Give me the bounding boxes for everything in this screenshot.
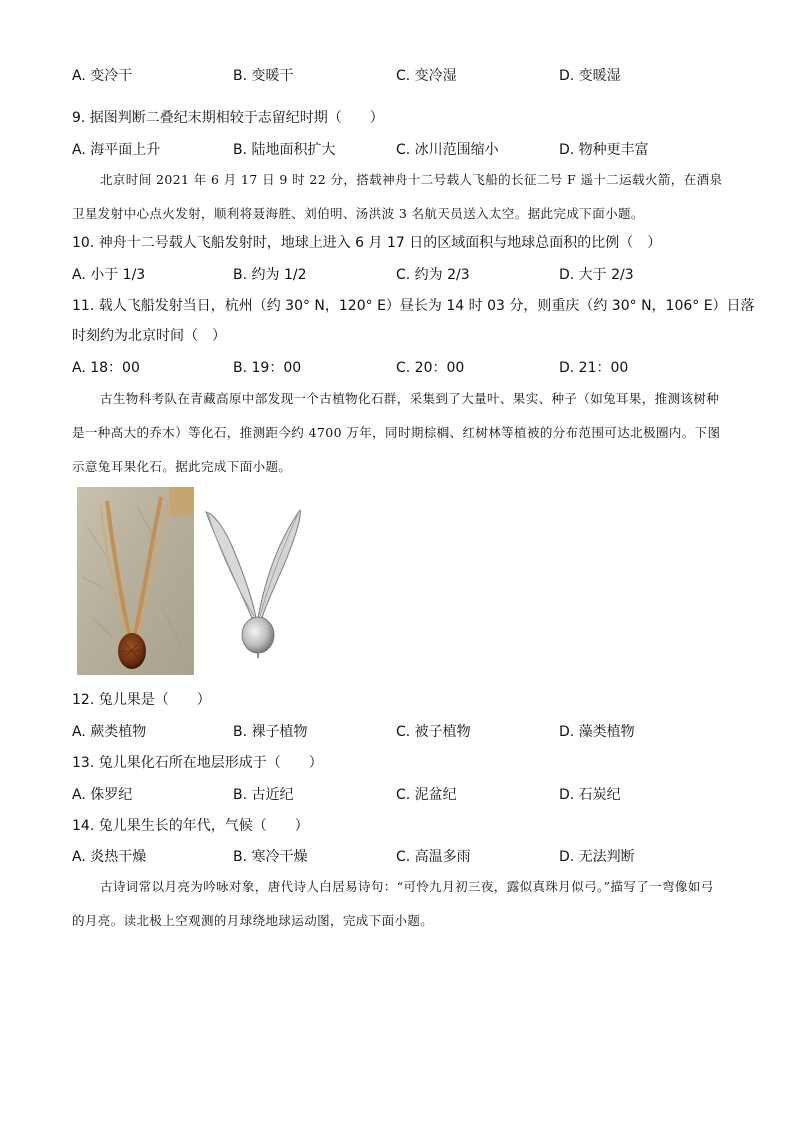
fossil-illustration (202, 500, 308, 662)
q10-options (72, 265, 722, 285)
q12-option-d[interactable]: D. 藻类植物 (559, 724, 635, 740)
q14-options (72, 847, 722, 867)
q10-option-c[interactable]: C. 约为 2/3 (396, 267, 470, 283)
q11-option-a[interactable]: A. 18：00 (72, 360, 140, 376)
q8-option-d[interactable]: D. 变暖湿 (559, 68, 621, 84)
q13-option-a[interactable]: A. 侏罗纪 (72, 787, 133, 803)
q8-option-b[interactable]: B. 变暖干 (233, 68, 294, 84)
q10-option-d[interactable]: D. 大于 2/3 (559, 267, 634, 283)
q11-stem-line1: 11. 载人飞船发射当日，杭州（约 30° N，120° E）昼长为 14 时 03 分，则重庆（约 30° N，106° E）日落 (72, 298, 755, 314)
q11-option-d[interactable]: D. 21：00 (559, 360, 629, 376)
q12-option-c[interactable]: C. 被子植物 (396, 724, 471, 740)
passage-moon: 古诗词常以月亮为吟咏对象，唐代诗人白居易诗句：“可怜九月初三夜，露似真珠月似弓。”描写了一弯像如弓的月亮。读北极上空观测的月球绕地球运动图，完成下面小题。 (72, 879, 714, 928)
q11-option-b[interactable]: B. 19：00 (233, 360, 302, 376)
q9-option-c[interactable]: C. 冰川范围缩小 (396, 142, 499, 158)
q14-option-d[interactable]: D. 无法判断 (559, 849, 635, 865)
q10-option-b[interactable]: B. 约为 1/2 (233, 267, 307, 283)
q12-option-a[interactable]: A. 蕨类植物 (72, 724, 147, 740)
q14-option-a[interactable]: A. 炎热干燥 (72, 849, 147, 865)
q14-option-c[interactable]: C. 高温多雨 (396, 849, 471, 865)
q14-stem: 14. 兔儿果生长的年代，气候（ ） (72, 818, 309, 834)
passage-shenzhou: 北京时间 2021 年 6 月 17 日 9 时 22 分，搭载神舟十二号载人飞船的长征二号 F 遥十二运载火箭，在酒泉卫星发射中心点火发射，顺利将聂海胜、刘伯明、汤洪波 3 名航天员送入太空。据此完成下面小题。 (72, 172, 723, 221)
q11-stem-line2: 时刻约为北京时间（ ） (72, 328, 226, 344)
q8-option-c[interactable]: C. 变冷湿 (396, 68, 457, 84)
q12-options (72, 722, 722, 742)
q9-options (72, 140, 722, 160)
q13-option-c[interactable]: C. 泥盆纪 (396, 787, 457, 803)
q9-stem: 9. 据图判断二叠纪末期相较于志留纪时期（ ） (72, 110, 384, 126)
q13-stem: 13. 兔儿果化石所在地层形成于（ ） (72, 755, 323, 771)
q14-option-b[interactable]: B. 寒冷干燥 (233, 849, 308, 865)
q10-stem: 10. 神舟十二号载人飞船发射时，地球上进入 6 月 17 日的区域面积与地球总面积的比例（ ） (72, 235, 662, 251)
q9-option-a[interactable]: A. 海平面上升 (72, 142, 161, 158)
q9-option-d[interactable]: D. 物种更丰富 (559, 142, 649, 158)
q13-option-b[interactable]: B. 古近纪 (233, 787, 294, 803)
q8-options (72, 66, 722, 86)
q13-option-d[interactable]: D. 石炭纪 (559, 787, 621, 803)
q12-option-b[interactable]: B. 裸子植物 (233, 724, 308, 740)
fossil-photo (77, 487, 194, 675)
q11-options (72, 358, 722, 378)
passage-fossil: 古生物科考队在青藏高原中部发现一个古植物化石群，采集到了大量叶、果实、种子（如兔耳果，推测该树种是一种高大的乔木）等化石，推测距今约 4700 万年，同时期棕榈、红树林等植被的分布范围可达北极圈内。下图示意兔耳果化石。据此完成下面小题。 (72, 391, 721, 474)
q8-option-a[interactable]: A. 变冷干 (72, 68, 133, 84)
q11-option-c[interactable]: C. 20：00 (396, 360, 465, 376)
q12-stem: 12. 兔儿果是（ ） (72, 692, 211, 708)
q9-option-b[interactable]: B. 陆地面积扩大 (233, 142, 336, 158)
q13-options (72, 785, 722, 805)
q10-option-a[interactable]: A. 小于 1/3 (72, 267, 146, 283)
